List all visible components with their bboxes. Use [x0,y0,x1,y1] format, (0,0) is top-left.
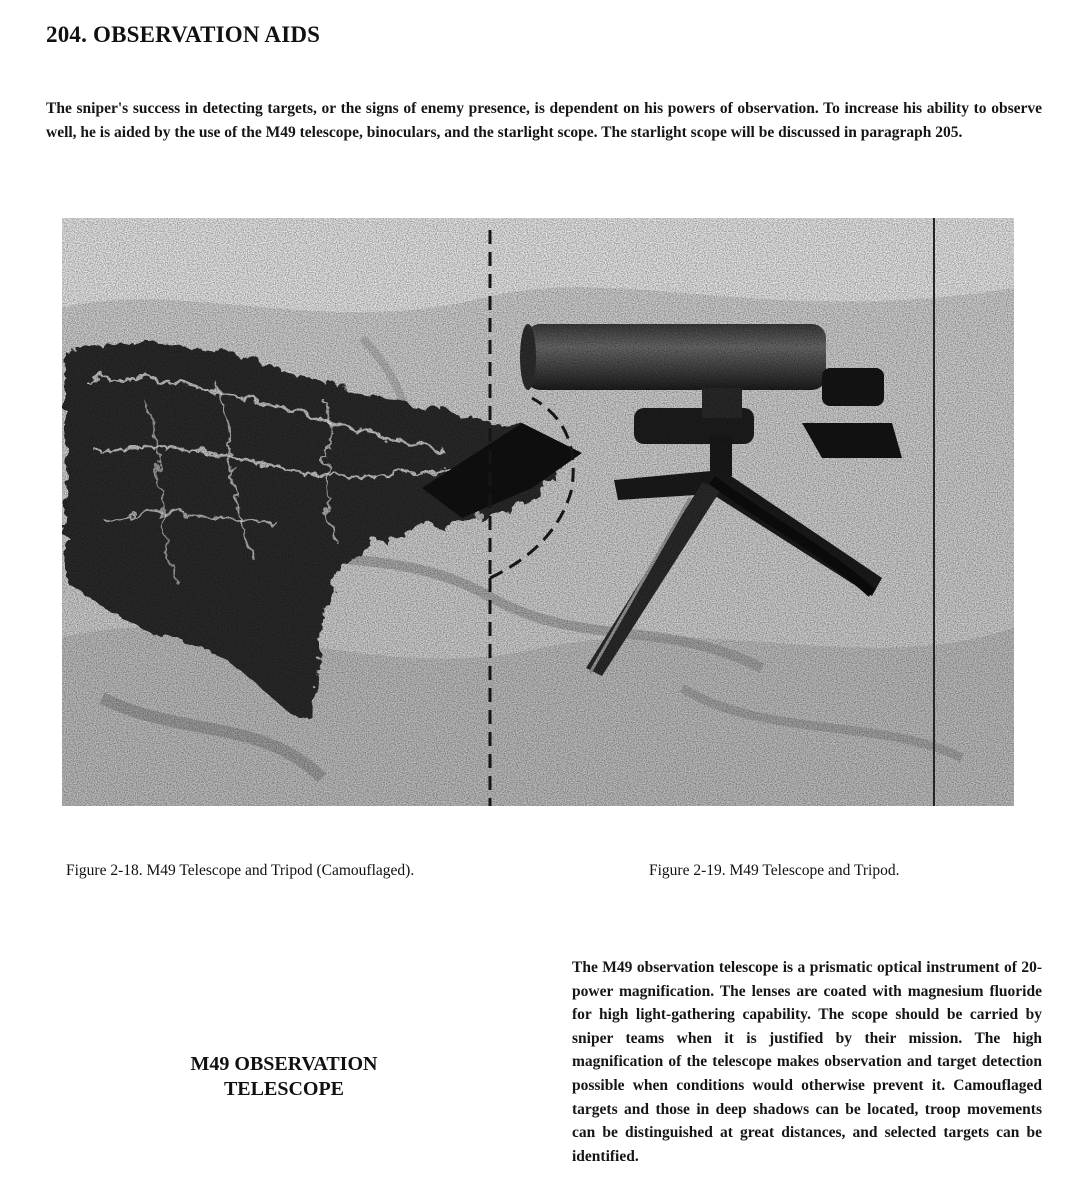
subsection-heading-line2: TELESCOPE [223,1078,345,1100]
telescope-description: The M49 observation telescope is a prismatic optical instrument of 20-power magnification. The lenses are coated with magnesium fluoride for high light-gathering capability. The scope should be carried by sniper teams when it is justified by their mission. The high magnification of the telescope makes observation and target detection possible when conditions would otherwise prevent it. Camouflaged targets and those in deep shadows can be located, troop movements can be distinguished at great distances, and selected targets can be identified. [572,959,1042,1165]
figure-2-18-caption: Figure 2-18. M49 Telescope and Tripod (Camouflaged). [66,862,415,879]
telescope-photograph [62,218,1014,806]
figure-2-19-caption: Figure 2-19. M49 Telescope and Tripod. [649,862,900,879]
subsection-heading-line1: M49 OBSERVATION [190,1053,378,1075]
intro-paragraph: The sniper's success in detecting targets, or the signs of enemy presence, is dependent on his powers of observation. To increase his ability to observe well, he is aided by the use of the M49 telescope, binoculars, and the starlight scope. The starlight scope will be discussed in paragraph 205. [46,100,1042,141]
subsection-heading [150,1052,418,1102]
section-title: 204. OBSERVATION AIDS [46,22,321,47]
